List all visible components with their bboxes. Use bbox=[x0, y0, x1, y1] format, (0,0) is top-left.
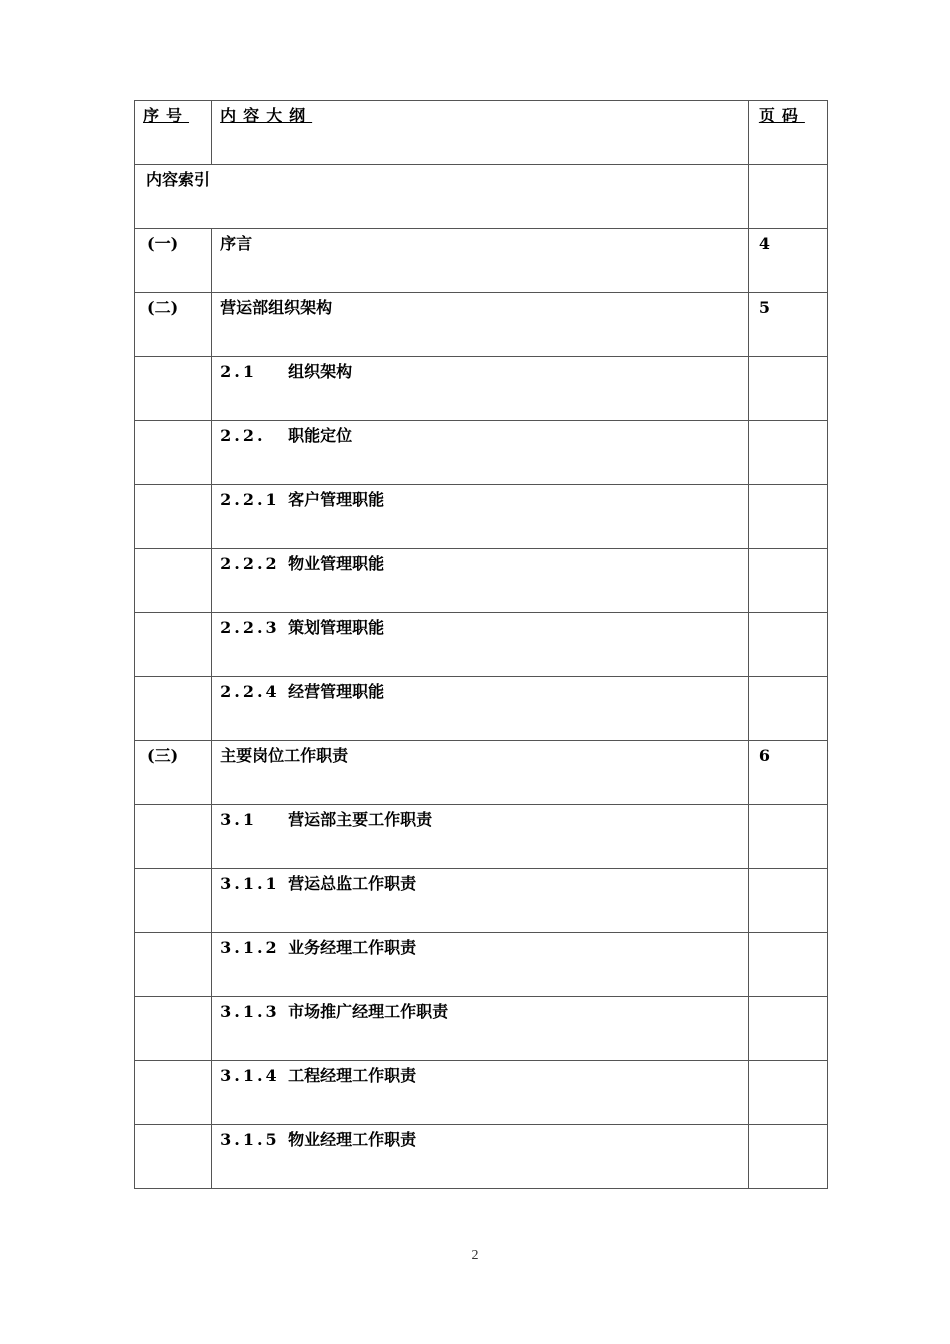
seq-label: (一) bbox=[147, 234, 179, 253]
subsection-number: 2.2. bbox=[220, 426, 266, 445]
seq-cell bbox=[135, 1125, 212, 1189]
page-number-label bbox=[749, 997, 827, 1001]
subsection-entry bbox=[212, 613, 748, 639]
outline-cell bbox=[212, 1061, 749, 1125]
page-cell bbox=[748, 293, 827, 357]
page-cell bbox=[748, 549, 827, 613]
seq-label bbox=[135, 549, 211, 553]
header-row bbox=[135, 101, 828, 165]
header-page-label: 页码 bbox=[758, 106, 805, 125]
subsection-number: 3.1.4 bbox=[220, 1066, 280, 1085]
subsection-entry bbox=[212, 357, 748, 383]
table-row bbox=[135, 229, 828, 293]
table-of-contents bbox=[134, 100, 828, 1189]
page-number-label bbox=[749, 805, 827, 809]
subsection-number: 3.1.5 bbox=[220, 1130, 280, 1149]
subsection-entry bbox=[212, 869, 748, 895]
table-row bbox=[135, 677, 828, 741]
outline-cell bbox=[212, 421, 749, 485]
page-cell bbox=[748, 869, 827, 933]
table-row bbox=[135, 485, 828, 549]
seq-label bbox=[135, 933, 211, 937]
seq-cell bbox=[135, 805, 212, 869]
page-number-label bbox=[749, 485, 827, 489]
subsection-title: 市场推广经理工作职责 bbox=[288, 1002, 449, 1021]
table-row bbox=[135, 613, 828, 677]
page-cell bbox=[748, 933, 827, 997]
section-title: 营运部组织架构 bbox=[220, 298, 333, 317]
seq-cell bbox=[135, 485, 212, 549]
subsection-title: 工程经理工作职责 bbox=[288, 1066, 417, 1085]
seq-label bbox=[135, 997, 211, 1001]
outline-cell bbox=[212, 229, 749, 293]
index-title-row bbox=[135, 165, 828, 229]
header-outline-label: 内容大纲 bbox=[220, 106, 313, 125]
table-row bbox=[135, 805, 828, 869]
outline-cell bbox=[212, 997, 749, 1061]
page-number-label: 4 bbox=[758, 234, 771, 253]
table-row bbox=[135, 293, 828, 357]
table-row bbox=[135, 869, 828, 933]
page-cell bbox=[748, 805, 827, 869]
subsection-title: 物业经理工作职责 bbox=[288, 1130, 417, 1149]
subsection-title: 经营管理职能 bbox=[288, 682, 385, 701]
seq-label bbox=[135, 1061, 211, 1065]
page-cell bbox=[748, 741, 827, 805]
page-number-label bbox=[749, 549, 827, 553]
section-title: 序言 bbox=[220, 234, 253, 253]
page-cell bbox=[748, 677, 827, 741]
subsection-title: 营运总监工作职责 bbox=[288, 874, 417, 893]
subsection-number: 3.1.2 bbox=[220, 938, 280, 957]
page-number-label bbox=[749, 677, 827, 681]
outline-cell bbox=[212, 805, 749, 869]
seq-label bbox=[135, 1125, 211, 1129]
seq-label bbox=[135, 421, 211, 425]
subsection-entry bbox=[212, 1125, 748, 1151]
outline-cell bbox=[212, 1125, 749, 1189]
index-title-cell bbox=[135, 165, 749, 229]
seq-label bbox=[135, 677, 211, 681]
outline-cell bbox=[212, 613, 749, 677]
subsection-number: 2.2.1 bbox=[220, 490, 280, 509]
subsection-title: 业务经理工作职责 bbox=[288, 938, 417, 957]
subsection-title: 物业管理职能 bbox=[288, 554, 385, 573]
page-cell bbox=[748, 421, 827, 485]
page-number-label bbox=[749, 613, 827, 617]
table-row bbox=[135, 997, 828, 1061]
subsection-title: 客户管理职能 bbox=[288, 490, 385, 509]
outline-cell bbox=[212, 293, 749, 357]
page-number-label: 6 bbox=[758, 746, 771, 765]
page-number-label bbox=[749, 869, 827, 873]
seq-label: (三) bbox=[147, 746, 179, 765]
seq-cell bbox=[135, 869, 212, 933]
subsection-number: 2.2.3 bbox=[220, 618, 280, 637]
header-seq-label: 序号 bbox=[143, 106, 190, 125]
subsection-entry bbox=[212, 549, 748, 575]
subsection-entry bbox=[212, 485, 748, 511]
table-row bbox=[135, 549, 828, 613]
subsection-entry bbox=[212, 677, 748, 703]
page-cell bbox=[748, 997, 827, 1061]
seq-cell bbox=[135, 229, 212, 293]
outline-cell bbox=[212, 357, 749, 421]
page-number: 2 bbox=[471, 1248, 479, 1263]
outline-cell bbox=[212, 485, 749, 549]
seq-cell bbox=[135, 549, 212, 613]
subsection-number: 3.1 bbox=[220, 810, 257, 829]
outline-cell bbox=[212, 677, 749, 741]
page-cell bbox=[748, 1061, 827, 1125]
page-number-label bbox=[749, 933, 827, 937]
seq-cell bbox=[135, 613, 212, 677]
page-cell bbox=[748, 485, 827, 549]
table-row bbox=[135, 357, 828, 421]
seq-cell bbox=[135, 357, 212, 421]
page-cell bbox=[748, 613, 827, 677]
header-outline-cell bbox=[212, 101, 749, 165]
table-row bbox=[135, 741, 828, 805]
outline-cell bbox=[212, 933, 749, 997]
seq-cell bbox=[135, 741, 212, 805]
seq-cell bbox=[135, 677, 212, 741]
page-cell bbox=[748, 229, 827, 293]
seq-label bbox=[135, 869, 211, 873]
subsection-number: 2.1 bbox=[220, 362, 257, 381]
index-page-cell bbox=[748, 165, 827, 229]
header-seq-cell bbox=[135, 101, 212, 165]
subsection-number: 3.1.1 bbox=[220, 874, 280, 893]
seq-label bbox=[135, 485, 211, 489]
seq-label bbox=[135, 805, 211, 809]
page-number-label bbox=[749, 1061, 827, 1065]
subsection-entry bbox=[212, 997, 748, 1023]
table-row bbox=[135, 1061, 828, 1125]
seq-cell bbox=[135, 293, 212, 357]
seq-cell bbox=[135, 997, 212, 1061]
seq-label bbox=[135, 613, 211, 617]
toc-rows bbox=[135, 229, 828, 1189]
table-row bbox=[135, 1125, 828, 1189]
subsection-number: 2.2.4 bbox=[220, 682, 280, 701]
subsection-number: 3.1.3 bbox=[220, 1002, 280, 1021]
subsection-entry bbox=[212, 421, 748, 447]
page-cell bbox=[748, 1125, 827, 1189]
page-number-label bbox=[749, 1125, 827, 1129]
subsection-number: 2.2.2 bbox=[220, 554, 280, 573]
subsection-title: 营运部主要工作职责 bbox=[288, 810, 433, 829]
subsection-title: 组织架构 bbox=[288, 362, 353, 381]
index-title: 内容索引 bbox=[146, 170, 211, 189]
table-row bbox=[135, 933, 828, 997]
subsection-entry bbox=[212, 1061, 748, 1087]
subsection-entry bbox=[212, 805, 748, 831]
table-row bbox=[135, 421, 828, 485]
seq-label bbox=[135, 357, 211, 361]
page-number-label bbox=[749, 421, 827, 425]
outline-cell bbox=[212, 549, 749, 613]
header-page-cell bbox=[748, 101, 827, 165]
seq-cell bbox=[135, 1061, 212, 1125]
subsection-title: 职能定位 bbox=[288, 426, 353, 445]
subsection-title: 策划管理职能 bbox=[288, 618, 385, 637]
outline-cell bbox=[212, 869, 749, 933]
page-number-label: 5 bbox=[758, 298, 771, 317]
page-number-label bbox=[749, 357, 827, 361]
outline-cell bbox=[212, 741, 749, 805]
section-title: 主要岗位工作职责 bbox=[220, 746, 349, 765]
seq-cell bbox=[135, 933, 212, 997]
subsection-entry bbox=[212, 933, 748, 959]
seq-cell bbox=[135, 421, 212, 485]
seq-label: (二) bbox=[147, 298, 179, 317]
page-cell bbox=[748, 357, 827, 421]
